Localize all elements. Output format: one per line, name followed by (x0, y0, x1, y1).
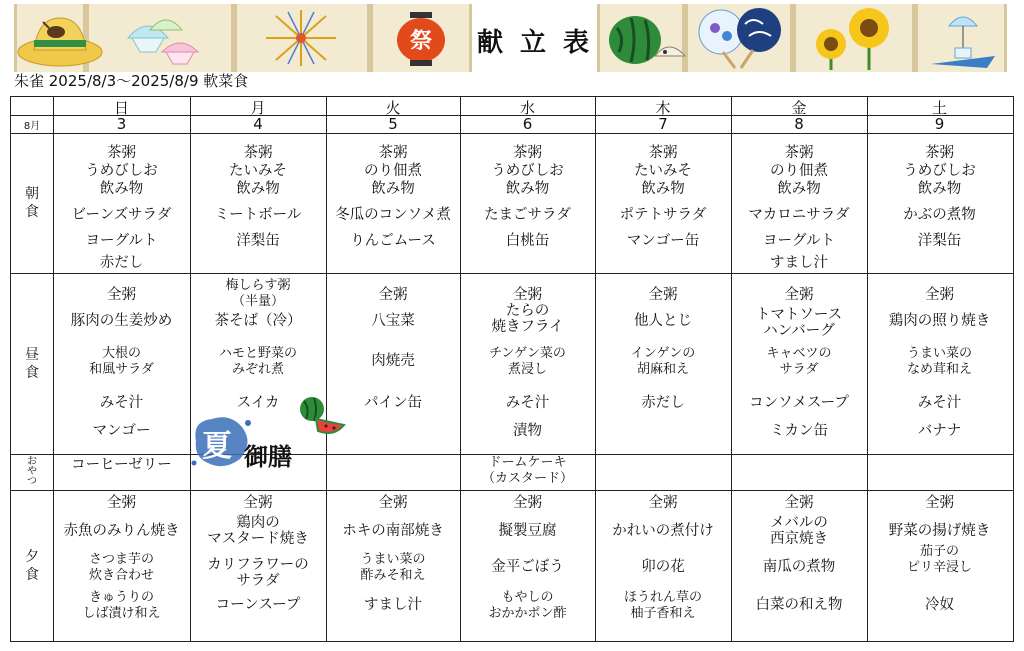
dinner-item: うまい菜の (360, 552, 426, 567)
dinner-item: さつま芋の (88, 552, 154, 567)
lunch-item: みぞれ煮 (231, 362, 284, 377)
breakfast-item: すまし汁 (770, 255, 828, 271)
breakfast-item: マカロニサラダ (748, 207, 850, 223)
day-name-4: 木 (655, 99, 671, 117)
lunch-item: コンソメスープ (749, 395, 849, 411)
breakfast-item: ポテトサラダ (619, 207, 707, 223)
dinner-item: 全粥 (784, 495, 814, 511)
lunch-item: 鶏肉の照り焼き (888, 313, 991, 329)
dinner-item: カリフラワーの (207, 557, 309, 573)
lunch-item: 全粥 (107, 287, 136, 303)
menu-subtitle: 朱雀 2025/8/3～2025/8/9 軟菜食 (14, 72, 249, 90)
breakfast-item: 茶粥 (925, 145, 954, 161)
dinner-item: 全粥 (378, 495, 408, 511)
dinner-cell-1 (190, 97, 326, 641)
snack-label-1: お (27, 456, 37, 467)
lunch-item: 煮浸し (507, 362, 547, 377)
lunch-item: 全粥 (648, 287, 678, 303)
dinner-item: 酢みそ和え (360, 568, 426, 583)
day-name-3: 水 (519, 99, 535, 117)
lunch-item: 赤だし (641, 395, 685, 411)
lunch-item: みそ汁 (99, 395, 144, 411)
breakfast-item: 洋梨缶 (917, 233, 962, 249)
breakfast-item: 飲み物 (777, 181, 821, 197)
lunch-item: 全粥 (513, 287, 542, 303)
day-date-2: 5 (388, 115, 398, 133)
lunch-item: 豚肉の生姜炒め (70, 313, 173, 329)
lunch-item: トマトソース (755, 307, 843, 323)
breakfast-item: ヨーグルト (762, 233, 836, 249)
lunch-item: サラダ (779, 362, 819, 377)
day-name-5: 金 (791, 99, 807, 117)
breakfast-item: 飲み物 (99, 181, 144, 197)
dinner-item: 全粥 (513, 495, 542, 511)
breakfast-item: 赤だし (99, 255, 144, 271)
lunch-item: ハンバーグ (763, 323, 835, 339)
breakfast-item: うめびしお (491, 163, 564, 179)
lunch-item: （半量） (231, 294, 284, 309)
breakfast-item: 飲み物 (917, 181, 962, 197)
dinner-item: 全粥 (925, 495, 954, 511)
watermelon-slice-icon (296, 395, 346, 437)
breakfast-label-2: 食 (25, 204, 39, 220)
breakfast-item: ビーンズサラダ (71, 207, 172, 223)
dinner-item: サラダ (236, 573, 280, 589)
dinner-item: コーンスープ (215, 597, 301, 613)
lunch-item: 和風サラダ (89, 362, 154, 377)
snack-item: コーヒーゼリー (71, 457, 172, 473)
lunch-item: なめ茸和え (906, 362, 972, 377)
dinner-item: 全粥 (243, 495, 273, 511)
dinner-cell-2 (326, 97, 460, 641)
breakfast-item: 飲み物 (371, 181, 415, 197)
breakfast-item: 飲み物 (505, 181, 550, 197)
lunch-item: ハモと野菜の (218, 346, 297, 361)
lunch-item: たらの (505, 303, 550, 319)
dinner-item: 鶏肉の (236, 515, 280, 531)
month-label: 8月 (23, 121, 41, 132)
breakfast-item: 白桃缶 (505, 233, 550, 249)
dinner-item: 野菜の揚げ焼き (888, 523, 991, 539)
breakfast-item: 茶粥 (243, 145, 273, 161)
breakfast-item: ヨーグルト (85, 233, 158, 249)
breakfast-item: 飲み物 (641, 181, 685, 197)
lunch-item: パイン缶 (364, 395, 422, 411)
dinner-item: 冷奴 (925, 597, 954, 613)
breakfast-item: 茶粥 (648, 145, 678, 161)
festival-lantern-icon (384, 10, 458, 68)
snack-label-2: や (27, 466, 37, 477)
day-date-5: 8 (794, 115, 804, 133)
dinner-item: かれいの煮付け (612, 523, 714, 539)
dinner-item: 南瓜の煮物 (762, 559, 836, 575)
breakfast-label-1: 朝 (25, 186, 39, 202)
snack-label-3: つ (27, 476, 37, 487)
dinner-item: もやしの (501, 590, 554, 605)
breakfast-item: マンゴー缶 (626, 233, 700, 249)
day-name-0: 日 (113, 99, 129, 117)
summer-special-badge (190, 413, 312, 469)
dinner-cell-3 (460, 97, 595, 641)
dinner-item: 白菜の和え物 (755, 597, 843, 613)
dinner-label-2: 食 (25, 567, 39, 583)
breakfast-item: うめびしお (903, 163, 976, 179)
dinner-item: 全粥 (107, 495, 136, 511)
straw-hat-beetle-icon (16, 10, 104, 68)
watermelon-icon (603, 8, 691, 70)
lunch-item: 大根の (101, 346, 141, 361)
lunch-item: スイカ (236, 395, 280, 411)
snack-label (11, 454, 53, 490)
day-name-1: 月 (250, 99, 266, 117)
snack-item: （カスタード） (481, 471, 573, 486)
dinner-label-1: 夕 (25, 549, 39, 565)
day-date-0: 3 (116, 115, 127, 133)
lunch-item: キャベツの (766, 346, 832, 361)
dinner-label (11, 490, 53, 642)
breakfast-item: 茶粥 (784, 145, 814, 161)
lunch-item: マンゴー (92, 423, 151, 439)
lunch-item: チンゲン菜の (489, 346, 566, 361)
day-date-4: 7 (658, 115, 668, 133)
lunch-label-2: 食 (25, 364, 39, 381)
dinner-item: おかかポン酢 (488, 606, 567, 621)
dinner-item: すまし汁 (364, 597, 422, 613)
dinner-item: メバルの (770, 515, 828, 531)
breakfast-label (11, 133, 53, 273)
breakfast-item: のり佃煮 (364, 163, 422, 179)
header-banner-left (14, 4, 472, 72)
lunch-label-1: 昼 (25, 346, 39, 363)
lunch-item: 茶そば（冷） (214, 313, 302, 329)
dinner-cell-4 (595, 97, 731, 641)
lunch-item: ミカン缶 (770, 423, 828, 439)
dinner-item: 炊き合わせ (88, 568, 154, 583)
wind-chime-icon (927, 6, 999, 70)
page-title: 献 立 表 (476, 28, 594, 58)
dinner-item: 赤魚のみりん焼き (63, 523, 180, 539)
dinner-item: マスタード焼き (207, 531, 309, 547)
breakfast-item: たまごサラダ (484, 207, 571, 223)
summer-badge-char: 夏 (202, 429, 232, 464)
dinner-item: きゅうりの (88, 590, 154, 605)
breakfast-item: 冬瓜のコンソメ煮 (335, 207, 451, 223)
lunch-item: 焼きフライ (491, 319, 564, 335)
breakfast-item: たいみそ (634, 163, 692, 179)
header-banner-right (597, 4, 1007, 72)
breakfast-item: うめびしお (85, 163, 158, 179)
lunch-item: 胡麻和え (636, 362, 689, 377)
dinner-cell-0 (53, 97, 190, 641)
gozen-label: 御膳 (244, 442, 292, 471)
lunch-item: 全粥 (925, 287, 954, 303)
day-name-6: 土 (931, 99, 947, 117)
snack-item: ドームケーキ (488, 455, 567, 470)
lunch-item: バナナ (917, 423, 962, 439)
fireworks-icon (246, 6, 356, 70)
menu-table (10, 96, 1014, 642)
dinner-item: 柚子香和え (630, 606, 696, 621)
lunch-item: みそ汁 (505, 395, 550, 411)
dinner-cell-6 (867, 97, 1012, 641)
paper-fan-icon (693, 6, 789, 70)
lunch-item: インゲンの (630, 346, 696, 361)
breakfast-item: 洋梨缶 (236, 233, 280, 249)
shaved-ice-icon (122, 8, 206, 68)
breakfast-item: ミートボール (214, 207, 302, 223)
lunch-item: 全粥 (784, 287, 814, 303)
dinner-item: しば漬け和え (82, 606, 161, 621)
dinner-item: 金平ごぼう (491, 559, 564, 575)
dinner-item: 擬製豆腐 (498, 523, 557, 539)
dinner-cell-5 (731, 97, 867, 641)
dinner-item: 卯の花 (641, 559, 685, 575)
dinner-item: ほうれん草の (623, 590, 702, 605)
lunch-item: 八宝菜 (371, 313, 415, 329)
breakfast-item: 茶粥 (107, 145, 136, 161)
day-date-3: 6 (522, 115, 533, 133)
breakfast-item: 飲み物 (236, 181, 280, 197)
breakfast-item: のり佃煮 (770, 163, 828, 179)
lunch-item: 肉焼売 (371, 353, 415, 369)
day-name-2: 火 (385, 99, 401, 117)
breakfast-item: 茶粥 (378, 145, 408, 161)
breakfast-item: かぶの煮物 (903, 207, 976, 223)
dinner-item: 西京焼き (770, 531, 828, 547)
lunch-item: 全粥 (378, 287, 408, 303)
breakfast-item: たいみそ (229, 163, 287, 179)
dinner-item: 茄子の (919, 544, 959, 559)
dinner-item: ピリ辛浸し (906, 560, 972, 575)
lunch-item: みそ汁 (917, 395, 962, 411)
breakfast-item: りんごムース (350, 233, 436, 249)
lunch-item: 梅しらす粥 (225, 278, 291, 293)
lunch-label (11, 273, 53, 454)
lantern-char: 祭 (409, 29, 433, 54)
day-date-1: 4 (253, 115, 263, 133)
breakfast-item: 茶粥 (513, 145, 542, 161)
lunch-item: 漬物 (513, 423, 542, 439)
sunflower-icon (803, 6, 907, 70)
dinner-item: ホキの南部焼き (342, 523, 444, 539)
dinner-item: 全粥 (648, 495, 678, 511)
day-date-6: 9 (934, 115, 945, 133)
lunch-item: 他人とじ (634, 313, 692, 329)
lunch-item: うまい菜の (906, 346, 972, 361)
